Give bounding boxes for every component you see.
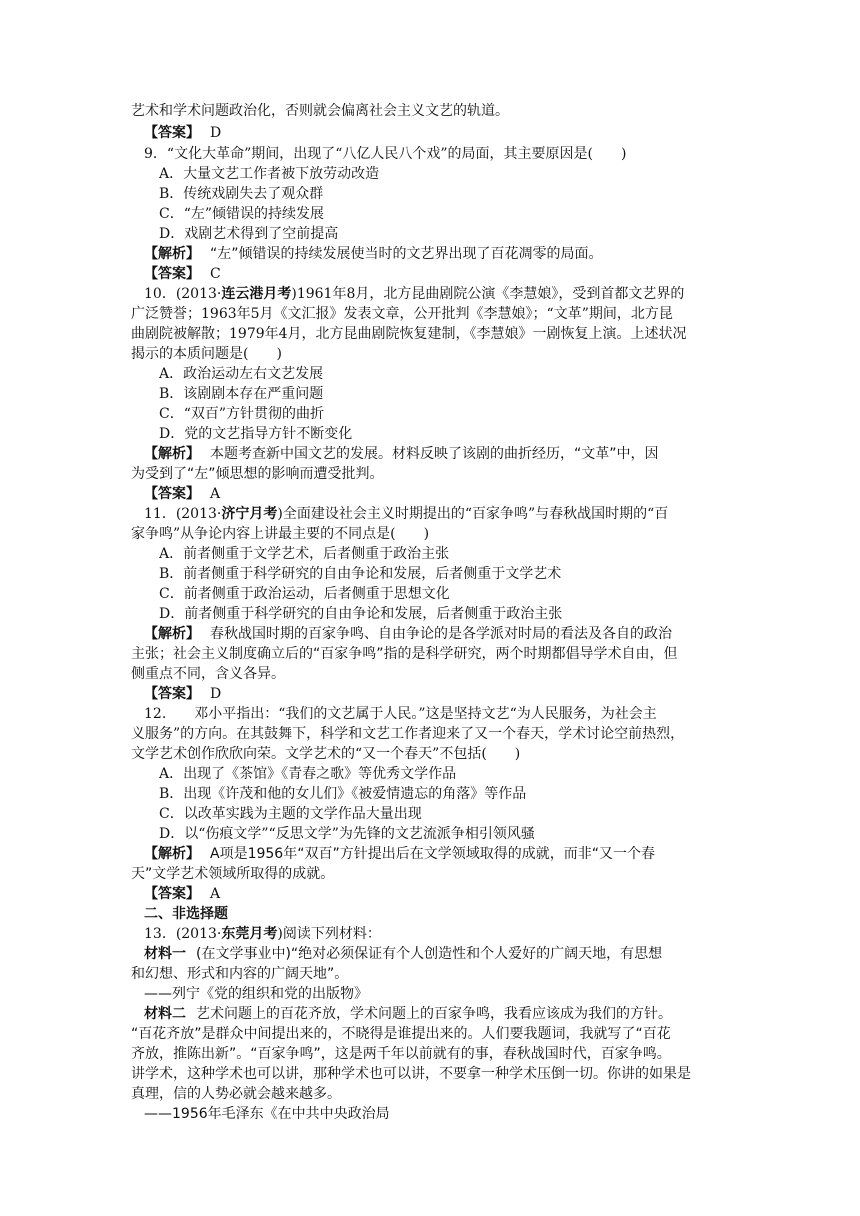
question-source: 东莞月考 — [221, 926, 278, 942]
answer-line — [144, 264, 744, 284]
analysis-text: 春秋战国时期的百家争鸣、自由争论的是各学派对时局的看法及各自的政治 — [210, 626, 672, 642]
material-line — [144, 1004, 744, 1024]
option-c: C．前者侧重于政治运动，后者侧重于思想文化 — [159, 586, 450, 602]
option-c: C．以改革实践为主题的文学作品大量出现 — [159, 806, 422, 822]
question-number: 11．(2013· — [144, 506, 222, 522]
analysis-line — [144, 444, 744, 464]
question-text: 邓小平指出：“我们的文艺属于人民。”这是坚持文艺“为人民服务，为社会主 — [194, 706, 657, 722]
question-text: )阅读下列材料： — [277, 926, 381, 942]
option-c: C．“双百”方针贯彻的曲折 — [159, 406, 325, 422]
answer-tag: 【答案】 — [144, 886, 200, 902]
analysis-tag: 【解析】 — [144, 626, 200, 642]
text-line: 揭示的本质问题是( ) — [131, 346, 282, 362]
answer-tag: 【答案】 — [144, 686, 200, 702]
answer-value: D — [210, 686, 222, 702]
option-d: D．戏剧艺术得到了空前提高 — [159, 226, 339, 242]
question-text: )1961年8月，北方昆曲剧院公演《李慧娘》，受到首都文艺界的 — [291, 286, 685, 302]
question-number: 13．(2013· — [144, 926, 222, 942]
analysis-tag: 【解析】 — [144, 446, 200, 462]
analysis-text: 天”文学艺术领域所取得的成就。 — [131, 866, 335, 882]
answer-value: C — [210, 266, 221, 282]
question-number: 10．(2013· — [144, 286, 222, 302]
question-10-stem — [144, 284, 744, 304]
analysis-text: 侧重点不同，含义各异。 — [131, 666, 285, 682]
analysis-line — [144, 244, 744, 264]
question-9-stem: 9．“文化大革命”期间，出现了“八亿人民八个戏”的局面，其主要原因是( ) — [144, 146, 627, 162]
option-a: A．出现了《茶馆》《青春之歌》等优秀文学作品 — [159, 766, 457, 782]
answer-line — [144, 123, 744, 143]
answer-line — [144, 884, 744, 904]
material-text: 讲学术，这种学术也可以讲，那种学术也可以讲，不要拿一种学术压倒一切。你讲的如果是 — [131, 1066, 691, 1082]
material-text: (在文学事业中)“绝对必须保证有个人创造性和个人爱好的广阔天地，有思想 — [196, 946, 663, 962]
text-line: 义服务”的方向。在其鼓舞下，科学和文艺工作者迎来了又一个春天，学术讨论空前热烈， — [131, 726, 685, 742]
question-text: )全面建设社会主义时期提出的“百家争鸣”与春秋战国时期的“百 — [277, 506, 669, 522]
material-source: ——1956年毛泽东《在中共中央政治局 — [144, 1106, 390, 1122]
material-text: 艺术问题上的百花齐放，学术问题上的百家争鸣，我看应该成为我们的方针。 — [196, 1006, 672, 1022]
material-text: 和幻想、形式和内容的广阔天地”。 — [131, 966, 349, 982]
answer-line — [144, 684, 744, 704]
text-line: 曲剧院被解散；1979年4月，北方昆曲剧院恢复建制，《李慧娘》一剧恢复上演。上述状况 — [131, 326, 687, 342]
question-11-stem — [144, 504, 744, 524]
option-d: D．以“伤痕文学”“反思文学”为先锋的文艺流派争相引领风骚 — [159, 826, 535, 842]
answer-tag: 【答案】 — [144, 486, 200, 502]
option-b: B．出现《许茂和他的女儿们》《被爱情遗忘的角落》等作品 — [159, 786, 527, 802]
analysis-line — [144, 844, 744, 864]
answer-tag: 【答案】 — [144, 266, 200, 282]
material-tag: 材料一 — [144, 946, 186, 962]
option-b: B．前者侧重于科学研究的自由争论和发展，后者侧重于文学艺术 — [159, 566, 562, 582]
answer-value: D — [210, 125, 222, 141]
section-heading: 二、非选择题 — [144, 906, 228, 922]
option-d: D．前者侧重于科学研究的自由争论和发展，后者侧重于政治主张 — [159, 606, 563, 622]
analysis-tag: 【解析】 — [144, 246, 200, 262]
material-line — [144, 944, 744, 964]
analysis-text: 本题考查新中国文艺的发展。材料反映了该剧的曲折经历，“文革”中，因 — [210, 446, 659, 462]
text-line: 广泛赞誉；1963年5月《文汇报》发表文章，公开批判《李慧娘》；“文革”期间，北方昆 — [131, 306, 673, 322]
option-a: A．政治运动左右文艺发展 — [159, 366, 324, 382]
analysis-text: 为受到了“左”倾思想的影响而遭受批判。 — [131, 466, 384, 482]
text-line: 家争鸣”从争论内容上讲最主要的不同点是( ) — [131, 526, 430, 542]
answer-value: A — [210, 486, 221, 502]
text-line: 文学艺术创作欣欣向荣。文学艺术的“又一个春天”不包括( ) — [131, 746, 521, 762]
material-source: ——列宁《党的组织和党的出版物》 — [144, 986, 368, 1002]
analysis-text: 主张；社会主义制度确立后的“百家争鸣”指的是科学研究，两个时期都倡导学术自由，但 — [131, 646, 678, 662]
question-13-stem — [144, 924, 744, 944]
question-source: 济宁月考 — [221, 506, 278, 522]
option-d: D．党的文艺指导方针不断变化 — [159, 426, 353, 442]
analysis-text: A项是1956年“双百”方针提出后在文学领域取得的成就，而非“又一个春 — [210, 846, 655, 862]
question-number: 12. — [144, 706, 167, 722]
material-text: 真理，信的人势必就会越来越多。 — [131, 1086, 341, 1102]
analysis-line — [144, 624, 744, 644]
option-a: A．大量文艺工作者被下放劳动改造 — [159, 166, 380, 182]
material-tag: 材料二 — [144, 1006, 186, 1022]
material-text: 齐放，推陈出新”。“百家争鸣”，这是两千年以前就有的事，春秋战国时代，百家争鸣。 — [131, 1046, 671, 1062]
analysis-tag: 【解析】 — [144, 846, 200, 862]
question-12-stem — [144, 704, 744, 724]
answer-tag: 【答案】 — [144, 125, 200, 141]
option-b: B．该剧剧本存在严重问题 — [159, 386, 324, 402]
option-a: A．前者侧重于文学艺术，后者侧重于政治主张 — [159, 546, 450, 562]
answer-value: A — [210, 886, 221, 902]
question-source: 连云港月考 — [221, 286, 292, 302]
answer-line — [144, 484, 744, 504]
option-b: B．传统戏剧失去了观众群 — [159, 186, 324, 202]
material-text: “百花齐放”是群众中间提出来的，不晓得是谁提出来的。人们要我题词，我就写了“百花 — [131, 1026, 671, 1042]
text-line: 艺术和学术问题政治化，否则就会偏离社会主义文艺的轨道。 — [131, 103, 509, 119]
analysis-text: “左”倾错误的持续发展使当时的文艺界出现了百花凋零的局面。 — [210, 246, 603, 262]
option-c: C．“左”倾错误的持续发展 — [159, 206, 325, 222]
